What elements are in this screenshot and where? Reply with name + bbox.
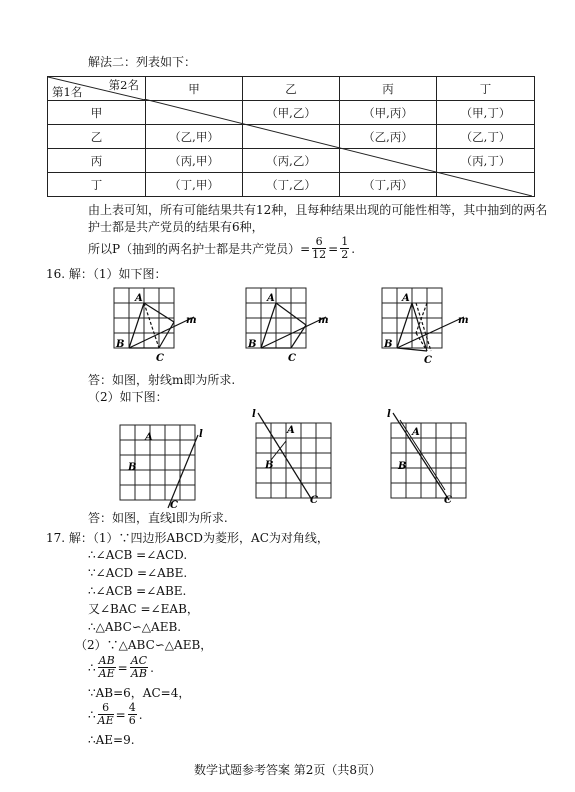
q16-part2: （2）如下图： [88, 390, 168, 404]
label-a: A [402, 293, 410, 304]
fraction-6-12 [312, 236, 326, 261]
q16-label [46, 266, 167, 282]
therefore-sign: ∴ [88, 707, 96, 722]
table-conclusion-1: 由上表可知，所有可能结果共有12种，且每种结果出现的可能性相等，其中抽到的两名 [88, 203, 548, 217]
equals-sign: = [328, 241, 339, 256]
label-a: A [135, 293, 143, 304]
probability-prefix: 所以P（抽到的两名护士都是共产党员）= [88, 241, 311, 256]
label-a: A [267, 293, 275, 304]
col-header: 丁 [437, 77, 535, 101]
q16-figure-2 [242, 285, 332, 363]
row-header: 丁 [48, 173, 146, 197]
fraction-6-ae [98, 702, 114, 727]
fraction-ab-ae [98, 655, 116, 680]
q17-number: 17. 解： [46, 531, 93, 545]
period: . [138, 707, 143, 722]
table-cell: （丙,甲） [146, 149, 243, 173]
table-conclusion-2: 护士都是共产党员的结果有6种， [88, 220, 264, 234]
label-a: A [287, 425, 295, 436]
fraction-den: 6 [128, 714, 136, 727]
label-b: B [265, 460, 274, 471]
table-cell: （甲,丁） [437, 101, 535, 125]
table-cell: （丙,丁） [437, 149, 535, 173]
fraction-den: AE [97, 714, 114, 727]
label-c: C [310, 495, 318, 505]
label-m: m [186, 315, 197, 326]
col-header: 丙 [340, 77, 437, 101]
table-corner-cell [48, 77, 146, 101]
label-l: l [252, 409, 256, 420]
method2-heading: 解法二：列表如下： [88, 55, 197, 69]
q16-figure-3 [378, 285, 473, 365]
q17-part2: （2）∵△ABC∽△AEB， [75, 638, 213, 652]
q16-figure-4 [115, 420, 215, 510]
fraction-den: 2 [341, 248, 349, 261]
q16-part1: （1）如下图： [92, 267, 167, 281]
equals-sign: = [115, 707, 126, 722]
fraction-num: AC [130, 654, 148, 667]
period: . [351, 241, 356, 256]
table-cell: （丁,乙） [243, 173, 340, 197]
label-m: m [318, 315, 329, 326]
row-header: 丙 [48, 149, 146, 173]
q17-step: ∵∠ACD =∠ABE. [88, 566, 188, 580]
q17-step: ∴∠ACB =∠ABE. [88, 584, 187, 598]
q16-figure-6 [385, 405, 480, 505]
label-b: B [398, 461, 407, 472]
table-cell: （甲,丙） [340, 101, 437, 125]
fraction-den: AE [98, 667, 115, 680]
fraction-den: 12 [312, 248, 327, 261]
label-c: C [170, 500, 178, 510]
label-a: A [412, 427, 420, 438]
table-cell: （丁,丙） [340, 173, 437, 197]
q17-step: ∴∠ACB =∠ACD. [88, 548, 188, 562]
fraction-num: 4 [128, 701, 136, 714]
table-cell: （丁,甲） [146, 173, 243, 197]
corner-bottom-label: 第1名 [52, 85, 83, 99]
table-cell: （乙,丁） [437, 125, 535, 149]
q17-line [46, 530, 329, 546]
fraction-num: AB [98, 654, 115, 667]
label-l: l [387, 409, 391, 420]
label-l: l [199, 429, 203, 440]
label-b: B [116, 339, 125, 350]
q17-ratio-line [88, 655, 154, 680]
fraction-num: 6 [312, 236, 326, 249]
row-header: 甲 [48, 101, 146, 125]
q17-step: ∴AE=9. [88, 733, 135, 747]
q17-value-line [88, 702, 143, 727]
equals-sign: = [117, 660, 128, 675]
label-b: B [128, 462, 137, 473]
q17-step: 又∠BAC =∠EAB， [88, 602, 199, 616]
table-cell: （丙,乙） [243, 149, 340, 173]
table-cell: （乙,丙） [340, 125, 437, 149]
fraction-num: 6 [98, 702, 114, 715]
q16-number: 16. 解： [46, 267, 93, 281]
fraction-num: 1 [341, 235, 349, 248]
fraction-4-6 [128, 702, 137, 727]
q17-step: ∵AB=6，AC=4， [88, 686, 191, 700]
label-c: C [424, 355, 432, 365]
corner-top-label: 第2名 [108, 78, 139, 92]
row-header: 乙 [48, 125, 146, 149]
q16-figure-1 [110, 285, 200, 363]
q17-step: ∴△ABC∽△AEB. [88, 620, 182, 634]
period: . [150, 660, 154, 675]
fraction-ac-ab [130, 655, 148, 680]
label-m: m [458, 315, 469, 326]
fraction-1-2 [340, 236, 349, 261]
col-header: 乙 [243, 77, 340, 101]
label-b: B [248, 339, 257, 350]
label-b: B [384, 339, 393, 350]
page-footer: 数学试题参考答案 第2页（共8页） [193, 763, 382, 777]
table-diagonal [144, 99, 532, 196]
table-cell: （乙,甲） [146, 125, 243, 149]
label-a: A [145, 432, 153, 443]
col-header: 甲 [146, 77, 243, 101]
label-c: C [444, 495, 452, 505]
table-cell: （甲,乙） [243, 101, 340, 125]
q17-part1: （1）∵四边形ABCD为菱形，AC为对角线， [92, 531, 329, 545]
fraction-den: AB [130, 667, 147, 680]
probability-line [88, 236, 355, 261]
q16-answer-2: 答：如图，直线l即为所求. [88, 511, 228, 525]
label-c: C [288, 353, 296, 363]
therefore-sign: ∴ [88, 660, 96, 675]
q16-answer-1: 答：如图，射线m即为所求. [88, 373, 236, 387]
label-c: C [156, 353, 164, 363]
q16-figure-5 [250, 405, 345, 505]
